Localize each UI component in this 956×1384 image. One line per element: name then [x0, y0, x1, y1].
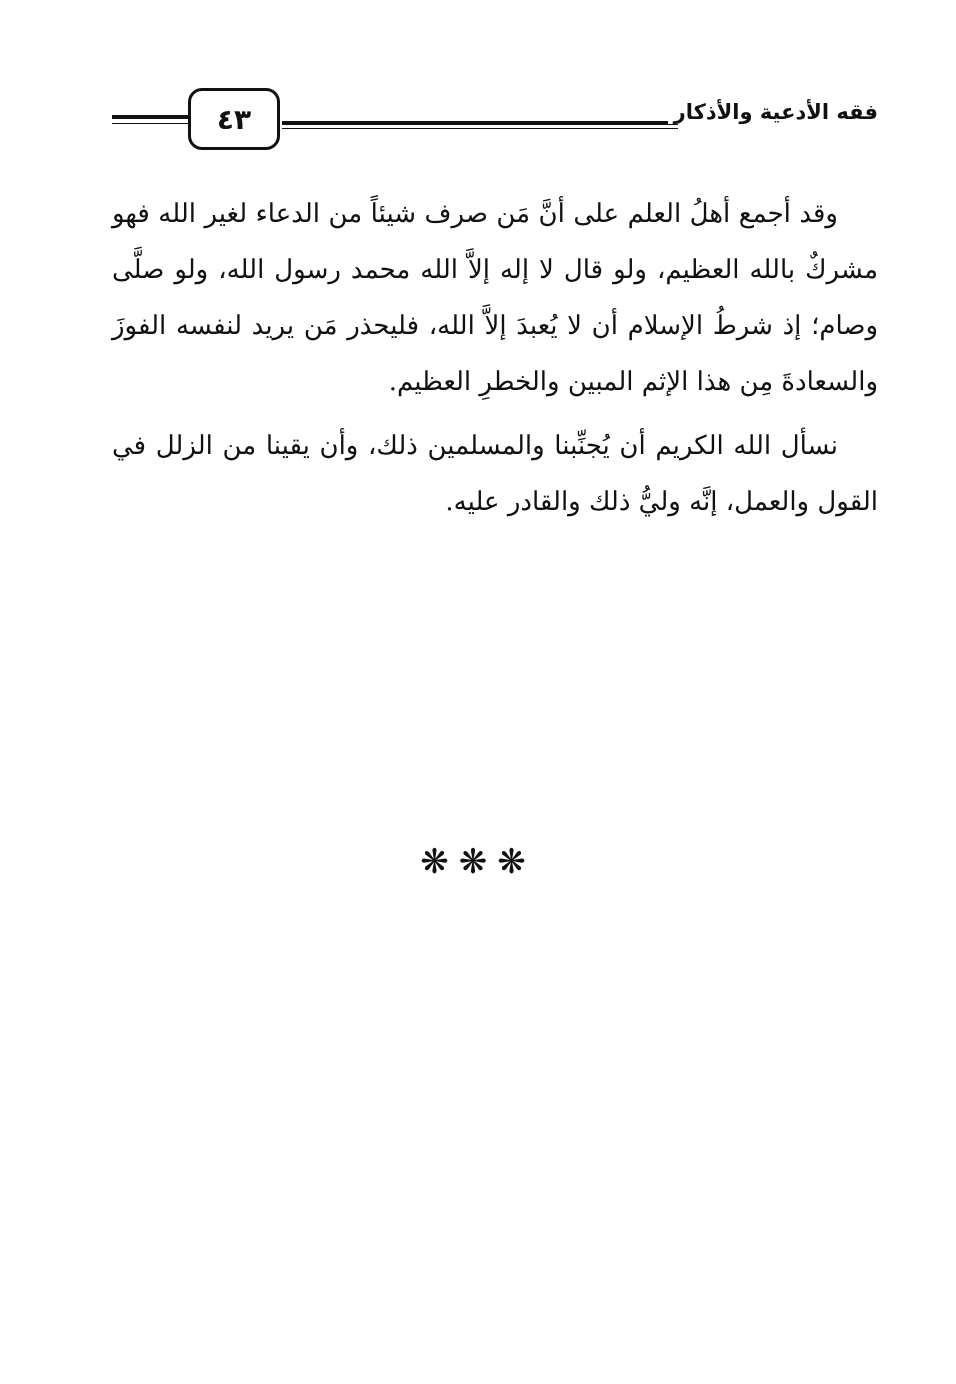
section-separator: ❋❋❋	[420, 842, 536, 882]
book-title: فقه الأدعية والأذكار	[668, 100, 878, 124]
body-text	[112, 186, 878, 538]
paragraph: وقد أجمع أهلُ العلم على أنَّ مَن صرف شيئاً من الدعاء لغير الله فهو مشركٌ بالله العظيم، ولو قال لا إله إلاَّ الله محمد رسول الله، ولو صلَّى وصام؛ إذ شرطُ الإسلام أن لا يُعبدَ إلاَّ الله، فليحذر مَن يريد لنفسه الفوزَ والسعادةَ مِن هذا الإثم المبين والخطرِ العظيم.	[112, 199, 878, 397]
page-number: ٤٣	[188, 88, 280, 150]
header-rule-left-thick	[112, 115, 190, 119]
header-rule-thick	[282, 121, 678, 125]
header-rule-thin	[282, 128, 678, 129]
paragraph: نسأل الله الكريم أن يُجنِّبنا والمسلمين ذلك، وأن يقينا من الزلل في القول والعمل، إنَّه وليُّ ذلك والقادر عليه.	[112, 431, 878, 517]
header-rule-left-thin	[112, 123, 190, 124]
page-header	[112, 88, 878, 158]
